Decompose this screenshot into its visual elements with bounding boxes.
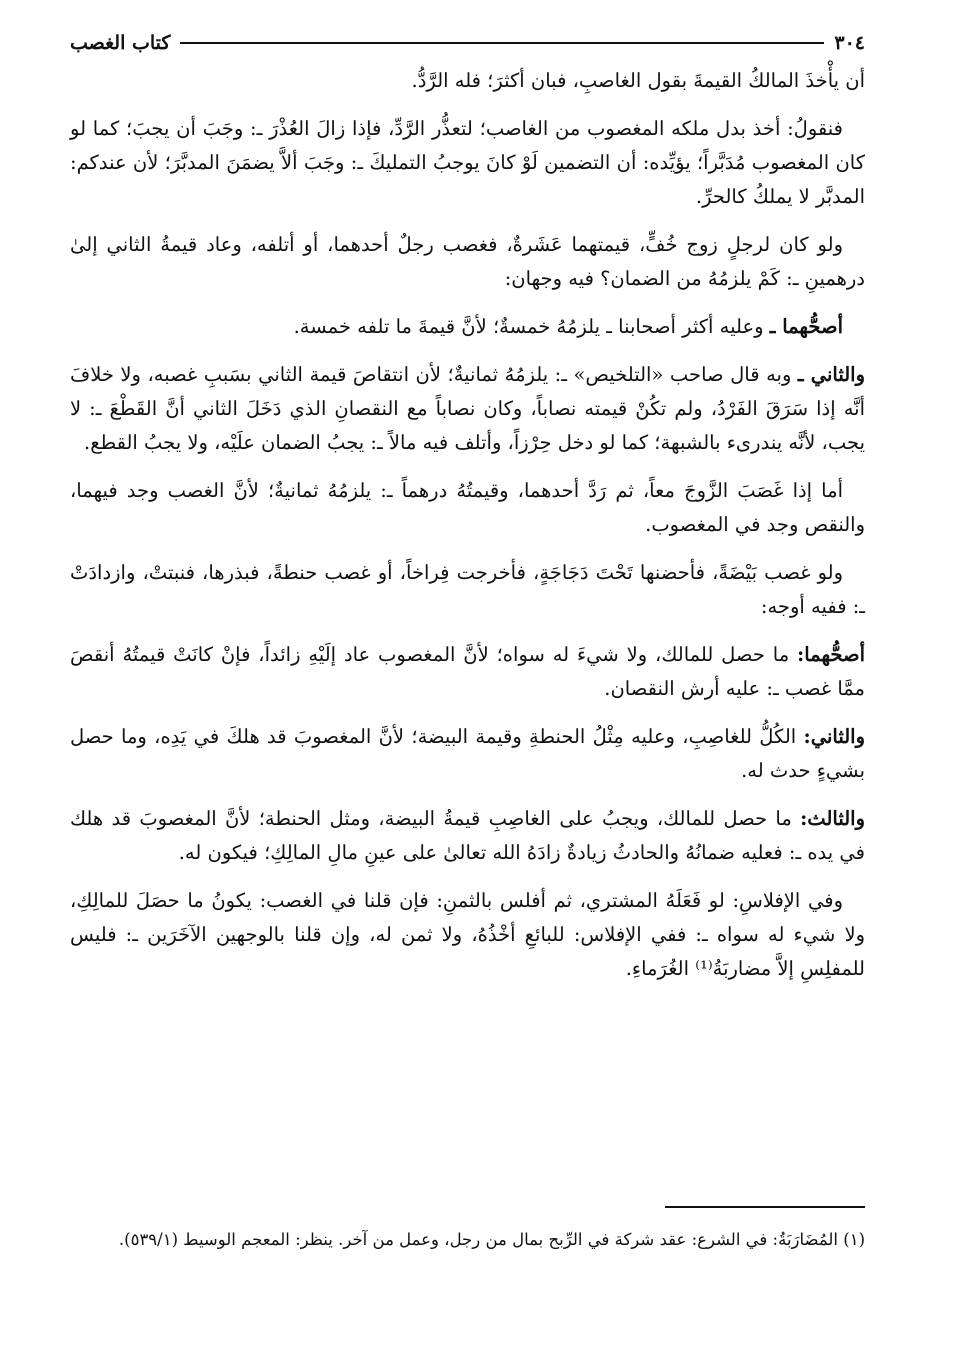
paragraph: فنقولُ: أخذ بدل ملكه المغصوب من الغاصب؛ لتعذُّر الرَّدِّ، فإذا زالَ العُذْرَ ـ: وجَبَ أن يجبَ؛ كما لو كان المغصوب مُدَبَّراً؛ يؤيِّده: أن التضمين لَوْ كانَ يوجبُ التمليكَ ـ: وجَبَ ألاَّ يضمَنَ المدبَّرَ؛ لأن عندكم: المدبَّر لا يملكُ كالحرِّ.: [70, 117, 865, 208]
paragraph: والثالث: ما حصل للمالك، ويجبُ على الغاصِبِ قيمةُ البيضة، ومثل الحنطة؛ لأنَّ المغصوبَ قد هلك في يده ـ: فعليه ضمانُهُ والحادثُ زيادةٌ زادَهُ الله تعالىٰ على عينِ مالِ المالِكِ؛ فيكون له.: [70, 807, 865, 864]
paragraph: أما إذا غَصَبَ الزَّوجَ معاً، ثم رَدَّ أحدهما، وقيمتُهُ درهماً ـ: يلزمُهُ ثمانيةٌ؛ لأنَّ الغصب وجد فيهما، والنقص وجد في المغصوب.: [70, 479, 865, 536]
paragraph-lead: والثاني:: [803, 725, 865, 748]
paragraph-lead: والثالث:: [800, 807, 865, 830]
paragraph-lead: والثاني ـ: [797, 363, 865, 386]
page-body: [70, 64, 865, 986]
footnote: (١) المُضَارَبَةُ: في الشرع: عقد شركة في الرِّبح بمال من رجل، وعمل من آخر. ينظر: المعجم الوسيط (٥٣٩/١).: [118, 1230, 865, 1249]
paragraph: ولو كان لرجلٍ زوج خُفٍّ، قيمتهما عَشَرةٌ، فغصب رجلٌ أحدهما، أو أتلفه، وعاد قيمةُ الثاني إلىٰ درهمينِ ـ: كَمْ يلزمُهُ من الضمان؟ فيه وجهان:: [70, 233, 865, 290]
paragraph: ولو غصب بَيْضَةً، فأحضنها تَحْتَ دَجَاجَةٍ، فأخرجت فِراخاً، أو غصب حنطةً، فبذرها، فنبتتْ، وازدادَتْ ـ: ففيه أوجه:: [70, 561, 865, 618]
page: [70, 28, 865, 1249]
chapter-title: كتاب الغصب: [70, 32, 171, 54]
footnote-rule: [665, 1206, 865, 1208]
paragraph: أصحُّهما ـ وعليه أكثر أصحابنا ـ يلزمُهُ خمسةٌ؛ لأنَّ قيمةَ ما تلفه خمسة.: [293, 315, 843, 338]
paragraph: والثاني: الكُلُّ للغاصِبِ، وعليه مِثْلُ الحنطةِ وقيمة البيضة؛ لأنَّ المغصوبَ قد هلكَ في يَدِه، وما حصل بشيءٍ حدث له.: [70, 725, 865, 782]
paragraph-lead: أصحُّهما ـ: [769, 315, 843, 338]
header-rule: [180, 42, 824, 44]
page-number: ٣٠٤: [834, 32, 865, 54]
page-header: [70, 28, 865, 58]
paragraph: أن يأْخذَ المالكُ القيمةَ بقول الغاصبِ، فبان أكثرَ؛ فله الرَّدُّ.: [411, 69, 865, 92]
paragraph-lead: أصحُّهما:: [797, 643, 865, 666]
paragraph: والثاني ـ وبه قال صاحب «التلخيص» ـ: يلزمُهُ ثمانيةٌ؛ لأن انتقاصَ قيمة الثاني بسَببِ غصبه، ولا خلافَ أنَّه إذا سَرَقَ الفَرْدُ، ولم تكُنْ قيمته نصاباً، وكان نصاباً مع النقصانِ الذي دَخَلَ الثاني أنَّ القَطْعَ ـ: لا يجب، لأنَّه يندرىء بالشبهة؛ كما لو دخل حِرْزاً، وأتلف فيه مالاً ـ: يجبُ الضمان علَيْه، ولا يجبُ القطع.: [70, 363, 865, 454]
paragraph: أصحُّهما: ما حصل للمالك، ولا شيءَ له سواه؛ لأنَّ المغصوب عاد إلَيْهِ زائداً، فإنْ كانَتْ قيمتُهُ أنقصَ ممَّا غصب ـ: عليه أرش النقصان.: [70, 643, 865, 700]
paragraph: وفي الإفلاسِ: لو فَعَلَهُ المشتري، ثم أفلس بالثمنِ: فإن قلنا في الغصب: يكونُ ما حصَلَ للمالِكِ، ولا شيء له سواه ـ: ففي الإفلاس: للبائعِ أخْذُهُ، ولا ثمن له، وإن قلنا بالوجهين الآخَرَين ـ: فليس للمفلِسِ إلاَّ مضاربَةُ⁽¹⁾ الغُرَماءِ.: [70, 889, 865, 980]
